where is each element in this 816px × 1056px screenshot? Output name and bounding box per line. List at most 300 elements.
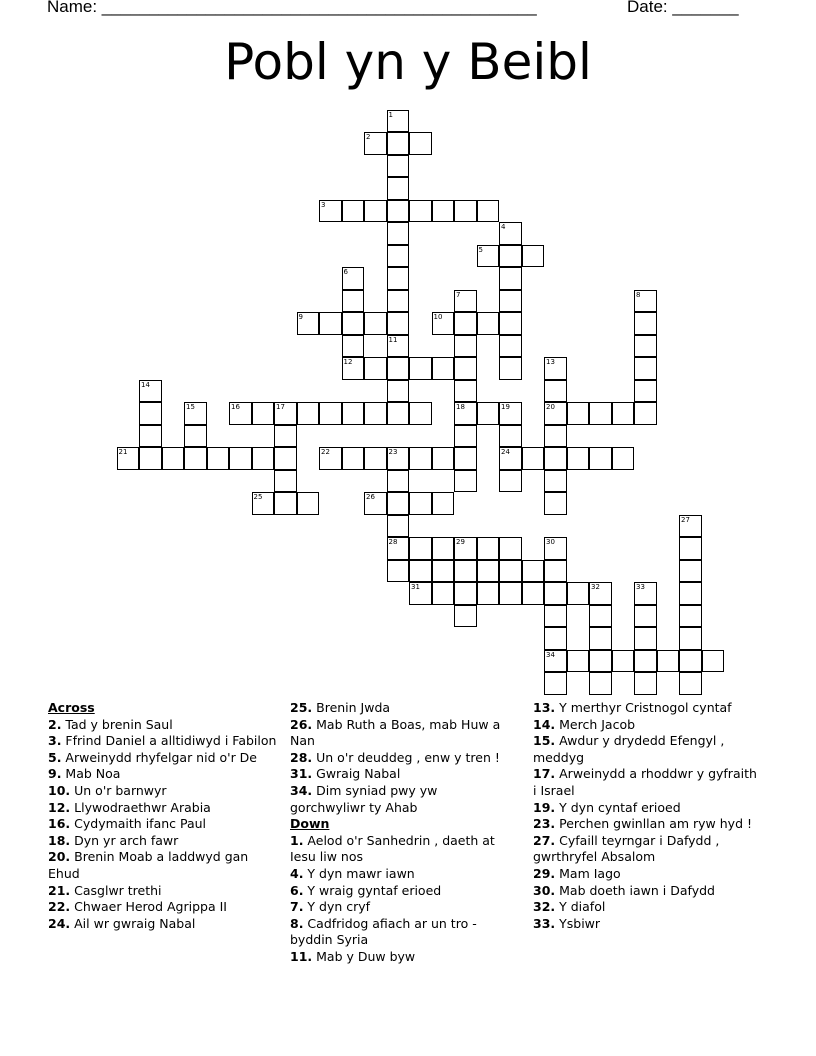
grid-cell[interactable] xyxy=(409,537,432,560)
grid-cell[interactable] xyxy=(387,335,410,358)
clue-item-number: 17. xyxy=(533,766,556,782)
clue-item xyxy=(48,833,278,850)
grid-cell[interactable] xyxy=(387,357,410,380)
grid-cell[interactable] xyxy=(454,560,477,583)
grid-cell[interactable] xyxy=(544,492,567,515)
clue-item xyxy=(290,833,515,866)
grid-cell[interactable] xyxy=(567,582,590,605)
grid-cell[interactable] xyxy=(454,582,477,605)
clues-column-2 xyxy=(290,700,515,966)
clue-number: 32 xyxy=(591,583,600,591)
grid-cell[interactable] xyxy=(499,582,522,605)
grid-cell[interactable] xyxy=(342,335,365,358)
grid-cell[interactable] xyxy=(409,402,432,425)
grid-cell[interactable] xyxy=(612,650,635,673)
grid-cell[interactable] xyxy=(567,650,590,673)
clue-item-text: Brenin Jwda xyxy=(312,700,391,715)
grid-cell[interactable] xyxy=(477,402,500,425)
clue-item-number: 4. xyxy=(290,865,304,881)
grid-cell[interactable] xyxy=(387,222,410,245)
grid-cell[interactable] xyxy=(612,402,635,425)
grid-cell[interactable] xyxy=(544,380,567,403)
grid-cell[interactable] xyxy=(522,447,545,470)
grid-cell[interactable] xyxy=(634,582,657,605)
grid-cell[interactable] xyxy=(499,222,522,245)
clue-number: 8 xyxy=(636,290,641,299)
grid-cell[interactable] xyxy=(387,132,410,155)
clue-number: 7 xyxy=(456,290,461,299)
clue-item-number: 18. xyxy=(48,832,71,848)
clue-item xyxy=(533,899,763,916)
grid-cell[interactable] xyxy=(432,447,455,470)
grid-cell[interactable] xyxy=(522,560,545,583)
clue-item xyxy=(533,883,763,900)
clue-item-text: Brenin Moab a laddwyd gan Ehud xyxy=(48,849,249,881)
clue-item-text: Cadfridog afiach ar un tro - byddin Syria xyxy=(290,915,477,948)
grid-cell[interactable] xyxy=(702,650,725,673)
clue-item-text: Mab Noa xyxy=(61,766,121,782)
clue-item-number: 3. xyxy=(48,733,62,749)
clue-item xyxy=(48,916,278,933)
clue-item xyxy=(290,783,515,816)
clue-item-text: Y dyn cryf xyxy=(303,899,371,915)
clue-item-text: Arweinydd a rhoddwr y gyfraith i Israel xyxy=(533,766,757,798)
grid-cell[interactable] xyxy=(634,357,657,380)
clue-item xyxy=(533,816,763,833)
grid-cell[interactable] xyxy=(477,312,500,335)
grid-cell[interactable] xyxy=(364,402,387,425)
clue-item-text: Dyn yr arch fawr xyxy=(70,832,179,848)
clue-number: 22 xyxy=(321,448,330,456)
grid-cell[interactable] xyxy=(184,447,207,470)
grid-cell[interactable] xyxy=(499,357,522,380)
clue-item-number: 31. xyxy=(290,766,313,782)
grid-cell[interactable] xyxy=(679,627,702,650)
grid-cell[interactable] xyxy=(387,402,410,425)
grid-cell[interactable] xyxy=(229,447,252,470)
grid-cell[interactable] xyxy=(634,650,657,673)
grid-cell[interactable] xyxy=(544,425,567,448)
clue-number: 34 xyxy=(546,650,555,659)
grid-cell[interactable] xyxy=(589,402,612,425)
clue-item xyxy=(290,700,515,717)
grid-cell[interactable] xyxy=(522,582,545,605)
grid-cell[interactable] xyxy=(454,380,477,403)
grid-cell[interactable] xyxy=(297,402,320,425)
grid-cell[interactable] xyxy=(679,605,702,628)
grid-cell[interactable] xyxy=(454,290,477,313)
grid-cell[interactable] xyxy=(387,110,410,133)
clue-item-text: Y wraig gyntaf erioed xyxy=(303,882,442,898)
clues-column-3 xyxy=(533,700,763,932)
grid-cell[interactable] xyxy=(342,312,365,335)
date-field[interactable]: Date: _______ xyxy=(627,0,739,16)
clue-item-number: 5. xyxy=(48,749,62,765)
clue-item xyxy=(533,717,763,734)
grid-cell[interactable] xyxy=(634,380,657,403)
grid-cell[interactable] xyxy=(117,447,140,470)
clue-item xyxy=(290,866,515,883)
grid-cell[interactable] xyxy=(589,447,612,470)
clue-item-number: 21. xyxy=(48,882,71,898)
clue-item-text: Y merthyr Cristnogol cyntaf xyxy=(555,700,732,715)
grid-cell[interactable] xyxy=(252,402,275,425)
grid-cell[interactable] xyxy=(679,672,702,695)
clue-item xyxy=(533,916,763,933)
grid-cell[interactable] xyxy=(477,200,500,223)
grid-cell[interactable] xyxy=(409,492,432,515)
clue-item-number: 22. xyxy=(48,899,71,915)
clue-item xyxy=(48,883,278,900)
clue-item xyxy=(48,717,278,734)
clue-number: 4 xyxy=(501,223,506,231)
down-heading: Down xyxy=(290,816,330,832)
grid-cell[interactable] xyxy=(387,447,410,470)
grid-cell[interactable] xyxy=(342,200,365,223)
grid-cell[interactable] xyxy=(589,672,612,695)
grid-cell[interactable] xyxy=(454,470,477,493)
clue-item xyxy=(533,866,763,883)
clue-number: 18 xyxy=(456,403,465,411)
grid-cell[interactable] xyxy=(432,357,455,380)
grid-cell[interactable] xyxy=(634,335,657,358)
grid-cell[interactable] xyxy=(184,402,207,425)
clue-item xyxy=(290,899,515,916)
clue-number: 12 xyxy=(343,358,353,366)
clue-number: 23 xyxy=(388,448,398,456)
clue-number: 29 xyxy=(456,538,465,546)
across-heading: Across xyxy=(48,700,95,715)
grid-cell[interactable] xyxy=(679,582,702,605)
grid-cell[interactable] xyxy=(139,380,162,403)
grid-cell[interactable] xyxy=(364,200,387,223)
clue-number: 15 xyxy=(186,403,195,411)
clue-item-text: Aelod o'r Sanhedrin , daeth at Iesu liw nos xyxy=(290,832,495,865)
clue-number: 11 xyxy=(388,335,398,344)
clue-item-text: Perchen gwinllan am ryw hyd ! xyxy=(555,816,752,832)
clue-item-text: Un o'r deuddeg , enw y tren ! xyxy=(312,749,500,765)
grid-cell[interactable] xyxy=(364,447,387,470)
grid-cell[interactable] xyxy=(387,492,410,515)
clue-item-number: 34. xyxy=(290,782,313,798)
grid-cell[interactable] xyxy=(387,155,410,178)
grid-cell[interactable] xyxy=(274,492,297,515)
clue-number: 33 xyxy=(636,583,645,591)
clue-number: 31 xyxy=(411,583,420,591)
clue-item-text: Un o'r barnwyr xyxy=(70,782,167,798)
grid-cell[interactable] xyxy=(409,132,432,155)
grid-cell[interactable] xyxy=(432,200,455,223)
clue-item xyxy=(533,700,763,717)
grid-cell[interactable] xyxy=(499,560,522,583)
clue-number: 13 xyxy=(546,358,555,366)
grid-cell[interactable] xyxy=(567,402,590,425)
clue-item-text: Chwaer Herod Agrippa II xyxy=(70,899,227,915)
grid-cell[interactable] xyxy=(454,200,477,223)
grid-cell[interactable] xyxy=(499,447,522,470)
grid-cell[interactable] xyxy=(387,177,410,200)
page-title: Pobl yn y Beibl xyxy=(224,33,592,91)
grid-cell[interactable] xyxy=(477,560,500,583)
grid-cell[interactable] xyxy=(454,605,477,628)
grid-cell[interactable] xyxy=(297,312,320,335)
grid-cell[interactable] xyxy=(319,200,342,223)
grid-cell[interactable] xyxy=(544,650,567,673)
clue-item-number: 27. xyxy=(533,832,556,848)
grid-cell[interactable] xyxy=(454,335,477,358)
clue-number: 1 xyxy=(388,110,393,119)
grid-cell[interactable] xyxy=(274,425,297,448)
clue-item-number: 7. xyxy=(290,899,304,915)
grid-cell[interactable] xyxy=(364,357,387,380)
clue-item xyxy=(290,750,515,767)
grid-cell[interactable] xyxy=(454,425,477,448)
clue-number: 14 xyxy=(141,380,150,389)
grid-cell[interactable] xyxy=(387,380,410,403)
clue-number: 16 xyxy=(231,403,240,411)
grid-cell[interactable] xyxy=(342,402,365,425)
grid-cell[interactable] xyxy=(679,560,702,583)
clue-number: 30 xyxy=(546,538,555,546)
clue-item-number: 16. xyxy=(48,816,71,832)
clue-number: 5 xyxy=(478,245,483,254)
grid-cell[interactable] xyxy=(319,312,342,335)
clue-item-number: 24. xyxy=(48,915,71,931)
clue-item-text: Cyfaill teyrngar i Dafydd , gwrthryfel Absalom xyxy=(533,832,720,865)
grid-cell[interactable] xyxy=(477,245,500,268)
clue-item-text: Mab Ruth a Boas, mab Huw a Nan xyxy=(290,716,501,749)
clue-item-text: Casglwr trethi xyxy=(70,882,162,898)
grid-cell[interactable] xyxy=(634,402,657,425)
clue-number: 21 xyxy=(118,448,128,456)
grid-cell[interactable] xyxy=(387,290,410,313)
grid-cell[interactable] xyxy=(634,290,657,313)
grid-cell[interactable] xyxy=(544,605,567,628)
clue-number: 27 xyxy=(681,515,690,524)
grid-cell[interactable] xyxy=(252,447,275,470)
clue-item xyxy=(48,750,278,767)
clue-item-text: Llywodraethwr Arabia xyxy=(70,799,211,815)
grid-cell[interactable] xyxy=(297,492,320,515)
clue-item-number: 1. xyxy=(290,832,304,848)
grid-cell[interactable] xyxy=(274,447,297,470)
clue-item-number: 19. xyxy=(533,799,556,815)
grid-cell[interactable] xyxy=(544,627,567,650)
clue-item-text: Y dyn mawr iawn xyxy=(303,865,415,881)
grid-cell[interactable] xyxy=(207,447,230,470)
clue-item-text: Dim syniad pwy yw gorchwyliwr ty Ahab xyxy=(290,782,438,815)
clue-item-text: Ffrind Daniel a alltidiwyd i Fabilon xyxy=(61,733,277,749)
grid-cell[interactable] xyxy=(499,402,522,425)
grid-cell[interactable] xyxy=(499,267,522,290)
grid-cell[interactable] xyxy=(432,492,455,515)
grid-cell[interactable] xyxy=(679,650,702,673)
grid-cell[interactable] xyxy=(387,312,410,335)
clue-item-text: Mab doeth iawn i Dafydd xyxy=(555,882,715,898)
clue-item xyxy=(290,883,515,900)
grid-cell[interactable] xyxy=(432,582,455,605)
grid-cell[interactable] xyxy=(387,537,410,560)
clue-item-text: Y diafol xyxy=(555,899,606,915)
clue-item-number: 12. xyxy=(48,799,71,815)
grid-cell[interactable] xyxy=(274,470,297,493)
clue-number: 2 xyxy=(366,133,371,141)
grid-cell[interactable] xyxy=(409,447,432,470)
clue-item-text: Y dyn cyntaf erioed xyxy=(555,799,681,815)
clue-number: 19 xyxy=(501,403,510,411)
grid-cell[interactable] xyxy=(387,200,410,223)
grid-cell[interactable] xyxy=(589,605,612,628)
clue-item-text: Cydymaith ifanc Paul xyxy=(70,816,207,832)
grid-cell[interactable] xyxy=(342,290,365,313)
clue-number: 28 xyxy=(388,538,398,546)
grid-cell[interactable] xyxy=(634,627,657,650)
grid-cell[interactable] xyxy=(499,425,522,448)
grid-cell[interactable] xyxy=(454,357,477,380)
grid-cell[interactable] xyxy=(319,402,342,425)
grid-cell[interactable] xyxy=(139,425,162,448)
grid-cell[interactable] xyxy=(589,650,612,673)
clue-item-number: 14. xyxy=(533,716,556,732)
clue-item-number: 8. xyxy=(290,915,304,931)
grid-cell[interactable] xyxy=(612,447,635,470)
clue-item-text: Arweinydd rhyfelgar nid o'r De xyxy=(61,749,257,765)
clue-item-number: 6. xyxy=(290,882,304,898)
grid-cell[interactable] xyxy=(544,672,567,695)
grid-cell[interactable] xyxy=(544,402,567,425)
grid-cell[interactable] xyxy=(342,447,365,470)
grid-cell[interactable] xyxy=(432,537,455,560)
name-field[interactable]: Name: ______________________________________________ xyxy=(47,0,537,16)
grid-cell[interactable] xyxy=(477,582,500,605)
clue-number: 9 xyxy=(298,313,303,321)
grid-cell[interactable] xyxy=(589,627,612,650)
clue-item-text: Mab y Duw byw xyxy=(312,948,416,964)
grid-cell[interactable] xyxy=(657,650,680,673)
clue-item xyxy=(533,733,763,766)
grid-cell[interactable] xyxy=(139,402,162,425)
grid-cell[interactable] xyxy=(454,312,477,335)
grid-cell[interactable] xyxy=(387,515,410,538)
grid-cell[interactable] xyxy=(387,470,410,493)
grid-cell[interactable] xyxy=(499,245,522,268)
grid-cell[interactable] xyxy=(544,560,567,583)
clue-item xyxy=(48,800,278,817)
clue-item-number: 15. xyxy=(533,733,556,749)
clue-item xyxy=(290,916,515,949)
grid-cell[interactable] xyxy=(229,402,252,425)
clue-item-number: 29. xyxy=(533,865,556,881)
clue-item xyxy=(533,766,763,799)
grid-cell[interactable] xyxy=(634,672,657,695)
grid-cell[interactable] xyxy=(364,492,387,515)
grid-cell[interactable] xyxy=(342,267,365,290)
grid-cell[interactable] xyxy=(544,357,567,380)
grid-cell[interactable] xyxy=(319,447,342,470)
grid-cell[interactable] xyxy=(409,582,432,605)
clue-item-number: 20. xyxy=(48,849,71,865)
grid-cell[interactable] xyxy=(454,537,477,560)
grid-cell[interactable] xyxy=(432,312,455,335)
clue-item xyxy=(290,717,515,750)
grid-cell[interactable] xyxy=(544,582,567,605)
grid-cell[interactable] xyxy=(634,605,657,628)
grid-cell[interactable] xyxy=(679,515,702,538)
clue-item-number: 2. xyxy=(48,716,62,732)
clue-item-text: Merch Jacob xyxy=(555,716,636,732)
grid-cell[interactable] xyxy=(162,447,185,470)
grid-cell[interactable] xyxy=(139,447,162,470)
grid-cell[interactable] xyxy=(634,312,657,335)
grid-cell[interactable] xyxy=(567,447,590,470)
clue-item-number: 11. xyxy=(290,948,313,964)
grid-cell[interactable] xyxy=(454,402,477,425)
clue-item-number: 9. xyxy=(48,766,62,782)
grid-cell[interactable] xyxy=(544,447,567,470)
clue-item-number: 10. xyxy=(48,782,71,798)
clue-number: 3 xyxy=(321,200,326,209)
grid-cell[interactable] xyxy=(499,335,522,358)
grid-cell[interactable] xyxy=(252,492,275,515)
clue-number: 26 xyxy=(366,493,375,501)
clue-item-number: 25. xyxy=(290,700,313,715)
grid-cell[interactable] xyxy=(544,537,567,560)
grid-cell[interactable] xyxy=(499,290,522,313)
grid-cell[interactable] xyxy=(387,245,410,268)
clue-item xyxy=(533,800,763,817)
grid-cell[interactable] xyxy=(387,267,410,290)
grid-cell[interactable] xyxy=(387,560,410,583)
grid-cell[interactable] xyxy=(274,402,297,425)
grid-cell[interactable] xyxy=(477,537,500,560)
grid-cell[interactable] xyxy=(409,200,432,223)
grid-cell[interactable] xyxy=(679,537,702,560)
clue-item xyxy=(48,816,278,833)
clue-item-number: 23. xyxy=(533,816,556,832)
clue-item-text: Mam Iago xyxy=(555,865,621,881)
clue-item xyxy=(48,733,278,750)
grid-cell[interactable] xyxy=(499,312,522,335)
clue-item-number: 32. xyxy=(533,899,556,915)
clue-item-text: Ysbiwr xyxy=(555,915,601,931)
clue-number: 17 xyxy=(276,403,285,411)
grid-cell[interactable] xyxy=(364,312,387,335)
clue-item xyxy=(48,783,278,800)
grid-cell[interactable] xyxy=(342,357,365,380)
grid-cell[interactable] xyxy=(409,357,432,380)
grid-cell[interactable] xyxy=(364,132,387,155)
clue-item-number: 30. xyxy=(533,882,556,898)
grid-cell[interactable] xyxy=(499,470,522,493)
grid-cell[interactable] xyxy=(544,470,567,493)
clue-number: 24 xyxy=(501,448,510,456)
clue-number: 25 xyxy=(253,493,263,501)
clue-item xyxy=(48,766,278,783)
clue-item-text: Awdur y drydedd Efengyl , meddyg xyxy=(533,733,725,765)
grid-cell[interactable] xyxy=(409,560,432,583)
grid-cell[interactable] xyxy=(522,245,545,268)
grid-cell[interactable] xyxy=(184,425,207,448)
clue-item xyxy=(290,949,515,966)
grid-cell[interactable] xyxy=(454,447,477,470)
clue-item xyxy=(533,833,763,866)
grid-cell[interactable] xyxy=(499,537,522,560)
clue-item-text: Gwraig Nabal xyxy=(312,766,401,782)
clue-item-number: 33. xyxy=(533,915,556,931)
clue-number: 20 xyxy=(546,403,555,411)
grid-cell[interactable] xyxy=(432,560,455,583)
grid-cell[interactable] xyxy=(589,582,612,605)
